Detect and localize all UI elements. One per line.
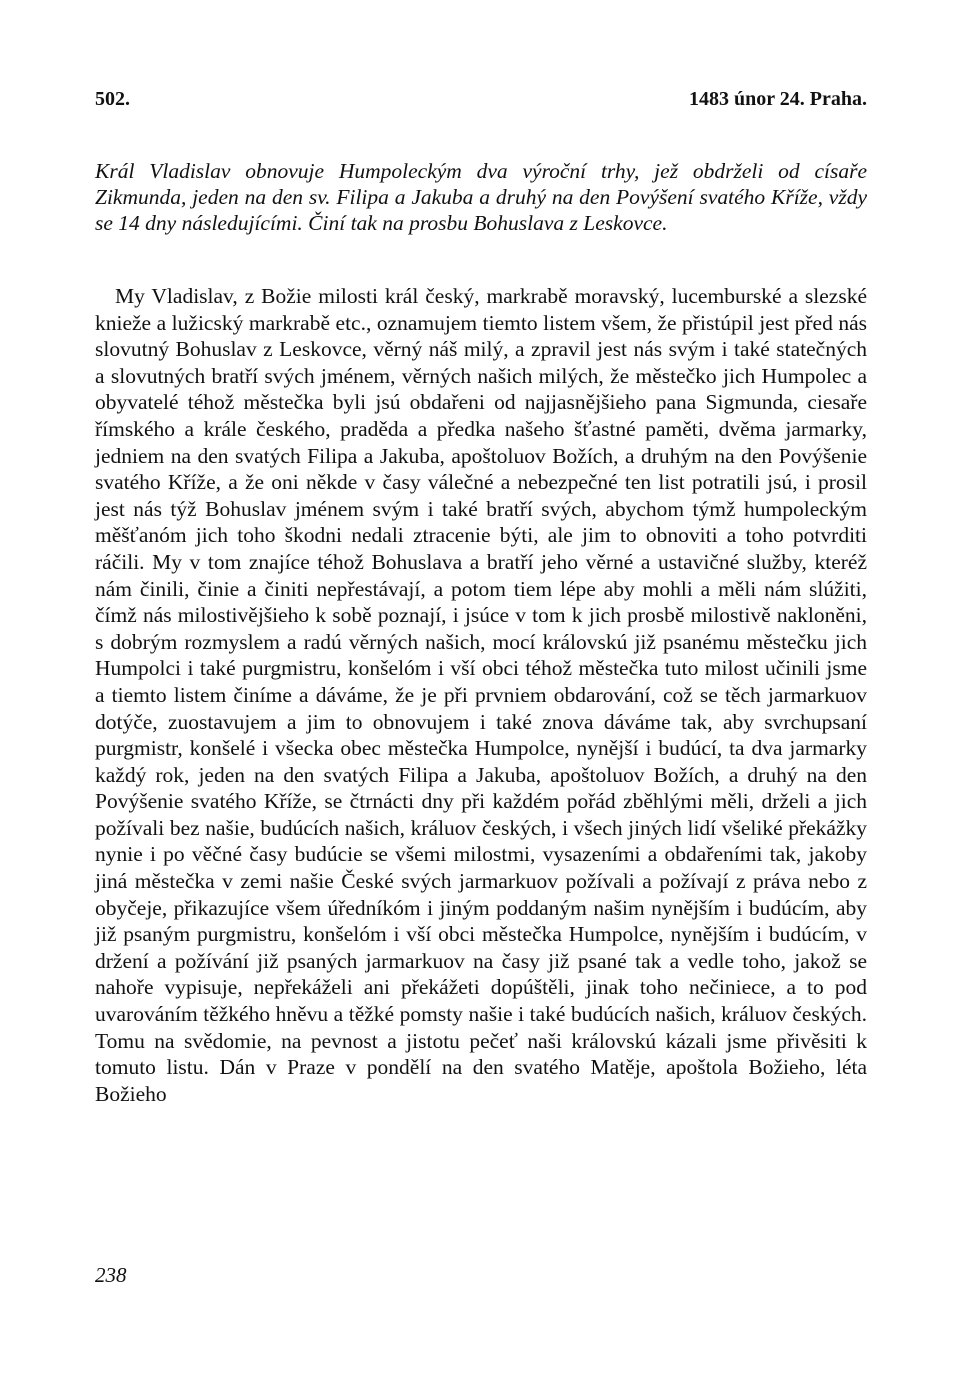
body-text: My Vladislav, z Božie milosti král český, markrabě moravský, lucemburské a slezské knieže a lužicský markrabě etc., oznamujem tiemto listem všem, že přistúpil jest před nás slovutný Bohuslav z Leskovce, věrný náš milý, a zpravil jest nás svým i také statečných a slovutných bratří svých jménem, věrných našich milých, že městečko jich Humpolec a obyvatelé téhož městečka byli jsú obdařeni od najjasnějšieho pana Sigmunda, ciesaře římského a krále českého, praděda a předka našeho šťastné paměti, dvěma jarmarky, jedniem na den svatých Filipa a Jakuba, apoštoluov Božích, a druhým na den Povýšenie svatého Kříže, a že oni někde v časy válečné a nebezpečné ten list potratili jsú, i prosil jest nás týž Bohuslav jménem svým i také bratří svých, abychom týmž humpoleckým měšťanóm jich toho škodni nedali ztracenie býti, ale jim to obnoviti a toho potvrditi ráčili. My v tom znajíce téhož Bohuslava a bratří jeho věrné a ustavičné služby, kteréž nám činili, činie a činiti nepřestávají, a potom tiem lépe aby mohli a měli nám slúžiti, čímž nás milostivějšieho k sobě poznají, i jsúce v tom k jich prosbě milostivě nakloněni, s dobrým rozmyslem a radú věrných našich, mocí královskú již psanému městečku jich Humpolci i také purgmistru, konšelóm i vší obci téhož městečka tuto milost učinili jsme a tiemto listem činíme a dáváme, že je při prvniem obdarování, což se těch jarmarkuov dotýče, zuostavujem a jim to obnovujem i také znova dáváme tak, aby svrchupsaní purgmistr, konšelé i všecka obec městečka Humpolce, nynější i budúcí, ta dva jarmarky každý rok, jeden na den svatých Filipa a Jakuba, apoštoluov Božích, a druhý na den Povýšenie svatého Kříže, se čtrnácti dny při každém pořád zběhlými měli, drželi a jich požívali bez našie, budúcích našich, králuov českých, i všech jiných lidí všeliké překážky nynie i po věčné časy budúcie se všemi milostmi, vysazeními a obdařeními tak, jakoby jiná městečka v zemi našie České svých jarmarkuov požívali a požívají z práva nebo z obyčeje, přikazujíce všem úředníkóm i jiným poddaným našim nynějším i budúcím, aby již psaným purgmistru, konšelóm i vší obci městečka Humpolce, nynějším i budúcím, v držení a požívání již psaných jarmarkuov na časy již psané tak a vedle toho, jakož se nahoře vypisuje, nepřekáželi ani překážeti dopúštěli, jinak toho nečiniece, a to pod uvarováním těžkého hněvu a těžké pomsty našie i také budúcích našich, králuov českých. Tomu na svědomie, na pevnost a jistotu pečeť naši královskú kázali jsme přivěsiti k tomuto listu. Dán v Praze v pondělí na den svatého Matěje, apoštola Božieho, léta Božieho	[95, 284, 867, 1106]
page-header	[95, 88, 867, 118]
page-number: 238	[95, 1263, 127, 1287]
document-date-place: 1483 únor 24. Praha.	[689, 88, 867, 110]
document-body	[95, 283, 867, 1107]
document-number: 502.	[95, 88, 130, 110]
document-summary: Král Vladislav obnovuje Humpoleckým dva výroční trhy, jež obdrželi od císaře Zikmunda, jeden na den sv. Filipa a Jakuba a druhý na den Povýšení svatého Kříže, vždy se 14 dny následujícími. Činí tak na prosbu Bohuslava z Leskovce.	[95, 159, 867, 235]
document-page	[95, 88, 867, 1107]
